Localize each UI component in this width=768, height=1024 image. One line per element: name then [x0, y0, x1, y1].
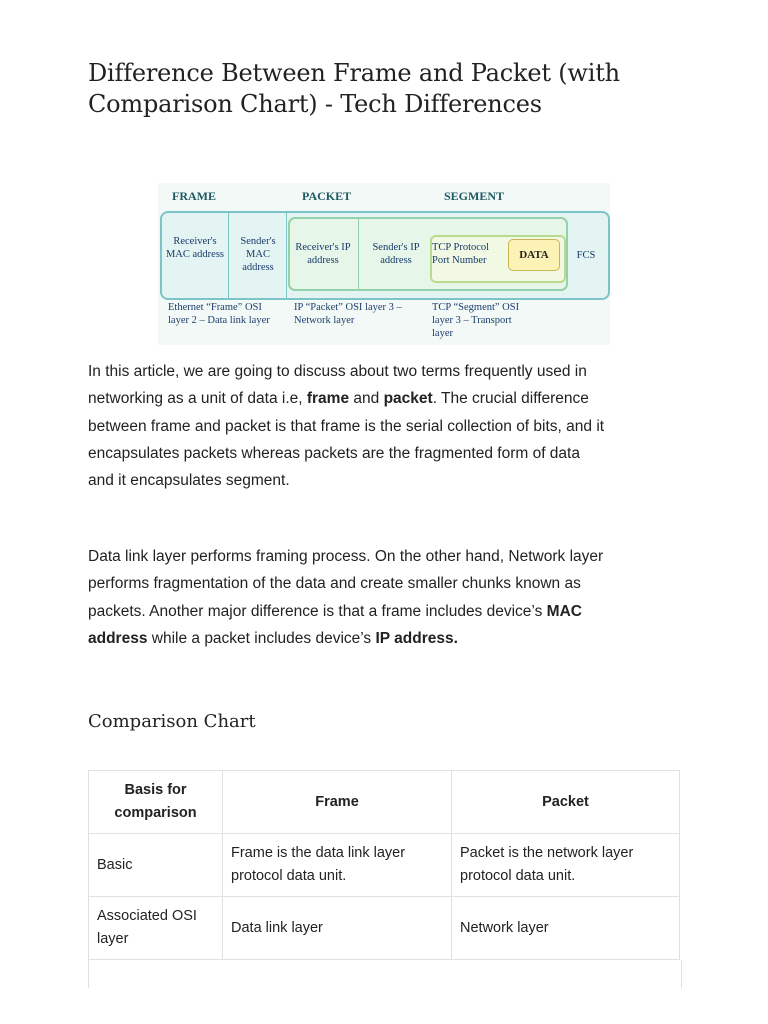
divider [286, 213, 287, 298]
paragraph-text: In this article, we are going to discuss about two terms frequently used in networking as a unit of data i.e, [88, 363, 587, 408]
column-header: Frame [223, 771, 452, 834]
column-header: Packet [452, 771, 680, 834]
table-header-row [89, 771, 680, 834]
sender-ip-cell: Sender's IP address [372, 242, 420, 266]
tcp-port-cell: TCP Protocol Port Number [432, 242, 490, 266]
paragraph-text: while a packet includes device’s [147, 629, 376, 647]
sender-mac-cell: Sender's MAC address [240, 236, 276, 273]
table-cell: Packet is the network layer protocol data unit. [452, 834, 680, 897]
bold-term: packet [383, 390, 433, 408]
intro-paragraph [88, 358, 608, 494]
paragraph-text: and [349, 390, 384, 408]
comparison-table [88, 770, 680, 960]
bold-term: IP address. [375, 629, 458, 647]
diagram-header-segment: SEGMENT [444, 189, 505, 203]
table-row [89, 834, 680, 897]
page-title: Difference Between Frame and Packet (with Comparison Chart) - Tech Differences [88, 59, 620, 118]
divider [358, 219, 359, 289]
table-cell: Data link layer [223, 897, 452, 960]
receiver-mac-cell: Receiver's MAC address [165, 236, 225, 260]
bold-term: frame [306, 390, 350, 408]
bold-term: MAC address [88, 602, 582, 647]
table-row-partial [88, 960, 682, 988]
packet-note: IP “Packet” OSI layer 3 – Network layer [294, 302, 402, 326]
frame-packet-segment-diagram [158, 183, 610, 345]
paragraph-text: . The crucial difference between frame and packet is that frame is the serial collection of bits, and it encapsulates packets whereas packets are the fragmented form of data and it encapsulates segment. [88, 390, 605, 490]
table-cell: Basic [89, 834, 223, 897]
frame-note: Ethernet “Frame” OSI layer 2 – Data link layer [168, 302, 270, 326]
fcs-cell: FCS [576, 250, 596, 261]
table-cell: Network layer [452, 897, 680, 960]
table-cell: Associated OSI layer [89, 897, 223, 960]
table-cell: Frame is the data link layer protocol data unit. [223, 834, 452, 897]
divider [228, 213, 229, 298]
paragraph-text: Data link layer performs framing process. On the other hand, Network layer performs fragmentation of the data and create smaller chunks known as packets. Another major difference is that a frame includes device’s [88, 548, 604, 620]
data-cell: DATA [508, 239, 560, 271]
diagram-header-packet: PACKET [302, 189, 352, 203]
diagram-header-frame: FRAME [172, 189, 216, 203]
column-header: Basis for comparison [89, 771, 223, 834]
receiver-ip-cell: Receiver's IP address [295, 242, 351, 266]
segment-note: TCP “Segment” OSI layer 3 – Transport layer [432, 302, 520, 339]
comparison-heading: Comparison Chart [88, 711, 256, 732]
table-row [89, 897, 680, 960]
second-paragraph [88, 543, 608, 652]
article [88, 58, 680, 947]
